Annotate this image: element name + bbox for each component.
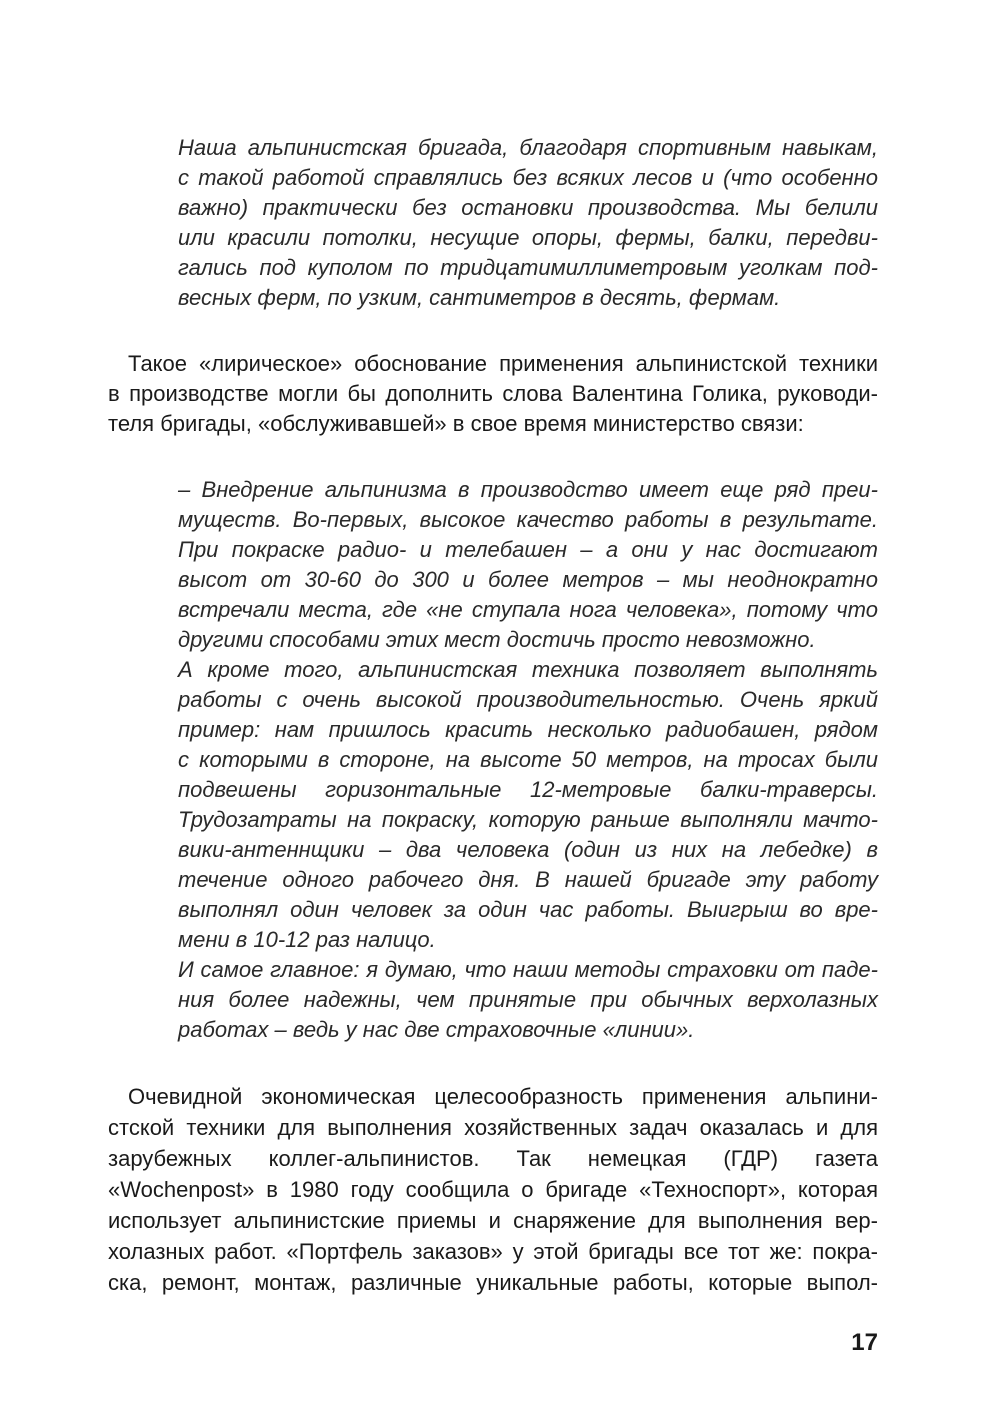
- paragraph-1-line: теля бригады, «обслуживавшей» в свое время министерство связи:: [108, 411, 804, 436]
- quote-2-line: течение одного рабочего дня. В нашей бригаде эту работу: [178, 867, 878, 892]
- quote-1-line: Наша альпинистская бригада, благодаря спортивным навыкам,: [178, 135, 878, 160]
- paragraph-1-line: Такое «лирическое» обоснование применения альпинистской техники: [128, 351, 878, 376]
- quote-2-line: Трудозатраты на покраску, которую раньше выполняли мачто-: [178, 807, 878, 832]
- quote-2-line: встречали места, где «не ступала нога человека», потому что: [178, 597, 878, 622]
- quote-1-line: важно) практически без остановки производства. Мы белили: [178, 195, 878, 220]
- paragraph-2-line: холазных работ. «Портфель заказов» у этой бригады все тот же: покра-: [108, 1239, 878, 1264]
- quote-1-line: с такой работой справлялись без всяких лесов и (что особенно: [178, 165, 878, 190]
- quote-1-line: гались под куполом по тридцатимиллиметровым уголкам под-: [178, 255, 878, 280]
- quote-2-line: работы с очень высокой производительностью. Очень яркий: [178, 687, 878, 712]
- quote-2-line: мени в 10-12 раз налицо.: [178, 927, 436, 952]
- quote-2-line: работах – ведь у нас две страховочные «линии».: [178, 1017, 695, 1042]
- quote-2-line: ния более надежны, чем принятые при обычных верхолазных: [178, 987, 878, 1012]
- quote-2-line: высот от 30-60 до 300 и более метров – мы неоднократно: [178, 567, 878, 592]
- quote-2-line: подвешены горизонтальные 12-метровые балки-траверсы.: [178, 777, 878, 802]
- paragraph-2-line: зарубежных коллег-альпинистов. Так немецкая (ГДР) газета: [108, 1146, 878, 1171]
- paragraph-2-line: ска, ремонт, монтаж, различные уникальные работы, которые выпол-: [108, 1270, 878, 1295]
- quote-2-line: И самое главное: я думаю, что наши методы страховки от паде-: [178, 957, 878, 982]
- quote-2-line: вики-антеннщики – два человека (один из них на лебедке) в: [178, 837, 878, 862]
- quote-2-line: А кроме того, альпинистская техника позволяет выполнять: [178, 657, 878, 682]
- quote-2-line: – Внедрение альпинизма в производство имеет еще ряд преи-: [178, 477, 878, 502]
- quote-1-line: весных ферм, по узким, сантиметров в десять, фермам.: [178, 285, 781, 310]
- quote-2-line: другими способами этих мест достичь просто невозможно.: [178, 627, 816, 652]
- quote-2-line: При покраске радио- и телебашен – а они у нас достигают: [178, 537, 878, 562]
- paragraph-2-line: использует альпинистские приемы и снаряжение для выполнения вер-: [108, 1208, 878, 1233]
- quote-2-line: с которыми в стороне, на высоте 50 метров, на тросах были: [178, 747, 878, 772]
- paragraph-2-line: стской техники для выполнения хозяйственных задач оказалась и для: [108, 1115, 878, 1140]
- quote-1-line: или красили потолки, несущие опоры, фермы, балки, передви-: [178, 225, 878, 250]
- paragraph-2-line: Очевидной экономическая целесообразность применения альпини-: [128, 1084, 878, 1109]
- quote-2-line: выполнял один человек за один час работы. Выигрыш во вре-: [178, 897, 878, 922]
- quote-2-line: пример: нам пришлось красить несколько радиобашен, рядом: [178, 717, 878, 742]
- paragraph-2-line: «Wochenpost» в 1980 году сообщила о бригаде «Техноспорт», которая: [108, 1177, 878, 1202]
- quote-2-line: муществ. Во-первых, высокое качество работы в результате.: [178, 507, 878, 532]
- page-number: 17: [851, 1329, 878, 1356]
- paragraph-1-line: в производстве могли бы дополнить слова Валентина Голика, руководи-: [108, 381, 878, 406]
